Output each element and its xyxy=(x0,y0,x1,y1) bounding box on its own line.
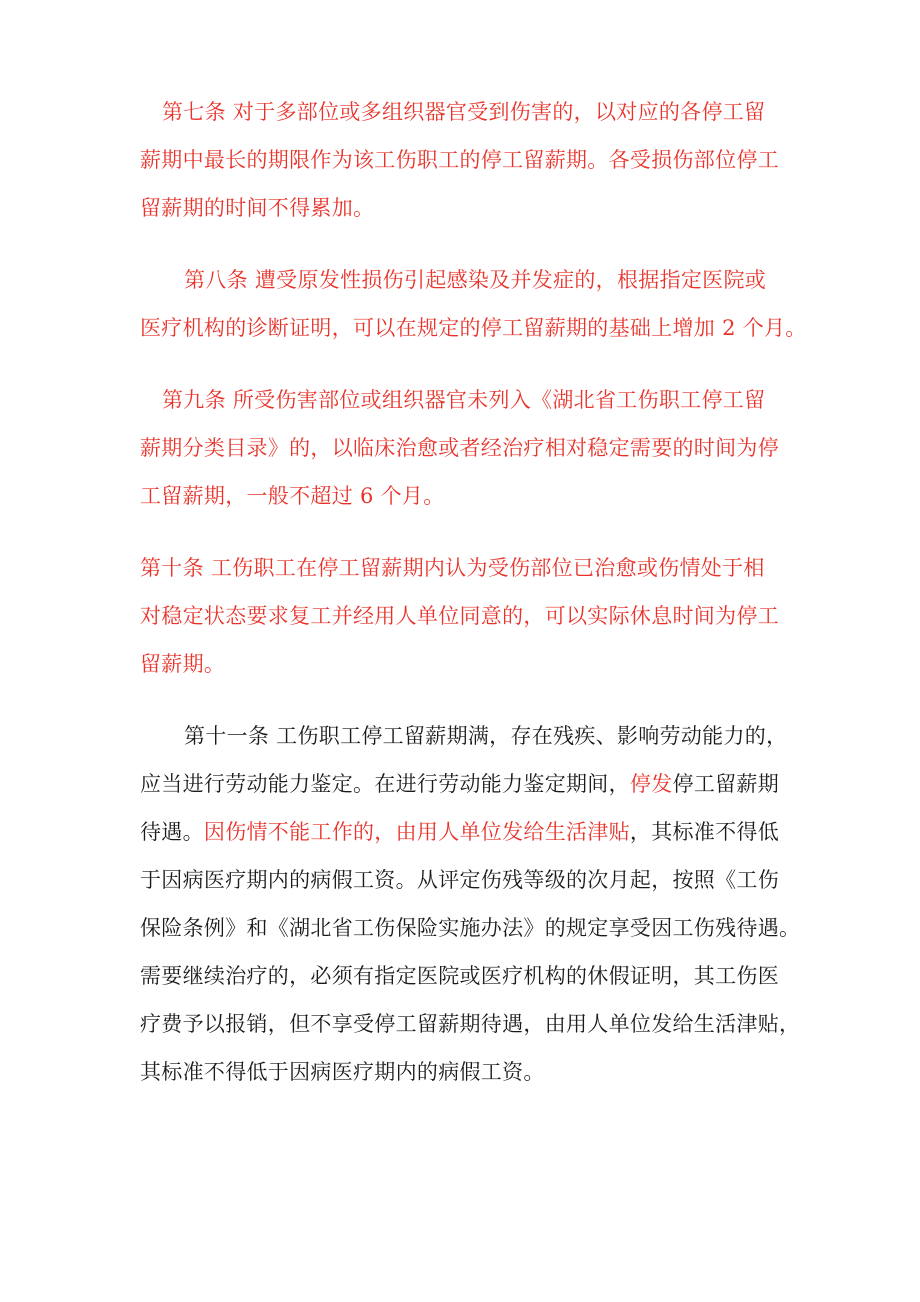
article-5-line-3 xyxy=(140,808,779,856)
text-segment: 第十一条 工伤职工停工留薪期满，存在残疾、影响劳动能力的， xyxy=(184,724,788,748)
article-5-line-2 xyxy=(140,760,779,808)
text-segment: 保险条例》和《湖北省工伤保险实施办法》的规定享受因工伤残待遇。 xyxy=(140,916,801,940)
text-segment: ，其标准不得低 xyxy=(629,820,780,844)
article-2-line-1 xyxy=(184,256,766,304)
article-5-line-4 xyxy=(140,856,779,904)
article-4-line-1 xyxy=(140,544,765,592)
text-segment: 留薪期。 xyxy=(140,652,226,676)
text-segment: 其标准不得低于因病医疗期内的病假工资。 xyxy=(140,1060,545,1084)
text-segment: 第七条 对于多部位或多组织器官受到伤害的，以对应的各停工留 xyxy=(162,100,766,124)
text-segment: 待遇。 xyxy=(140,820,204,844)
text-segment: 薪期中最长的期限作为该工伤职工的停工留薪期。各受损伤部位停工 xyxy=(140,148,779,172)
article-5-line-7 xyxy=(140,1000,800,1048)
article-4-line-2 xyxy=(140,592,779,640)
article-5-line-6 xyxy=(140,952,779,1000)
text-segment: 停发 xyxy=(629,772,673,796)
article-5-line-8 xyxy=(140,1048,545,1096)
text-segment: 医疗机构的诊断证明，可以在规定的停工留薪期的基础上增加 2 个月。 xyxy=(140,316,807,340)
text-segment: 需要继续治疗的，必须有指定医院或医疗机构的休假证明，其工伤医 xyxy=(140,964,779,988)
text-segment: 留薪期的时间不得累加。 xyxy=(140,196,375,220)
text-segment: 因伤情不能工作的，由用人单位发给生活津贴 xyxy=(203,820,630,844)
text-segment: 停工留薪期 xyxy=(672,772,780,796)
text-segment: 第九条 所受伤害部位或组织器官未列入《湖北省工伤职工停工留 xyxy=(162,388,766,412)
text-segment: 疗费予以报销，但不享受停工留薪期待遇，由用人单位发给生活津贴， xyxy=(140,1012,801,1036)
article-5-line-1 xyxy=(184,712,787,760)
article-1-line-3 xyxy=(140,184,374,232)
article-3-line-1 xyxy=(162,376,765,424)
article-2-line-2 xyxy=(140,304,807,352)
text-segment: 工留薪期，一般不超过 6 个月。 xyxy=(140,484,445,508)
article-5-line-5 xyxy=(140,904,800,952)
text-segment: 薪期分类目录》的，以临床治愈或者经治疗相对稳定需要的时间为停 xyxy=(140,436,779,460)
text-segment: 第十条 工伤职工在停工留薪期内认为受伤部位已治愈或伤情处于相 xyxy=(140,556,765,580)
article-3-line-3 xyxy=(140,472,445,520)
text-segment: 应当进行劳动能力鉴定。在进行劳动能力鉴定期间， xyxy=(140,772,630,796)
text-segment: 对稳定状态要求复工并经用人单位同意的，可以实际休息时间为停工 xyxy=(140,604,779,628)
article-1-line-2 xyxy=(140,136,779,184)
article-4-line-3 xyxy=(140,640,225,688)
text-segment: 第八条 遭受原发性损伤引起感染及并发症的，根据指定医院或 xyxy=(184,268,767,292)
article-3-line-2 xyxy=(140,424,779,472)
text-segment: 于因病医疗期内的病假工资。从评定伤残等级的次月起，按照《工伤 xyxy=(140,868,779,892)
article-1-line-1 xyxy=(162,88,765,136)
